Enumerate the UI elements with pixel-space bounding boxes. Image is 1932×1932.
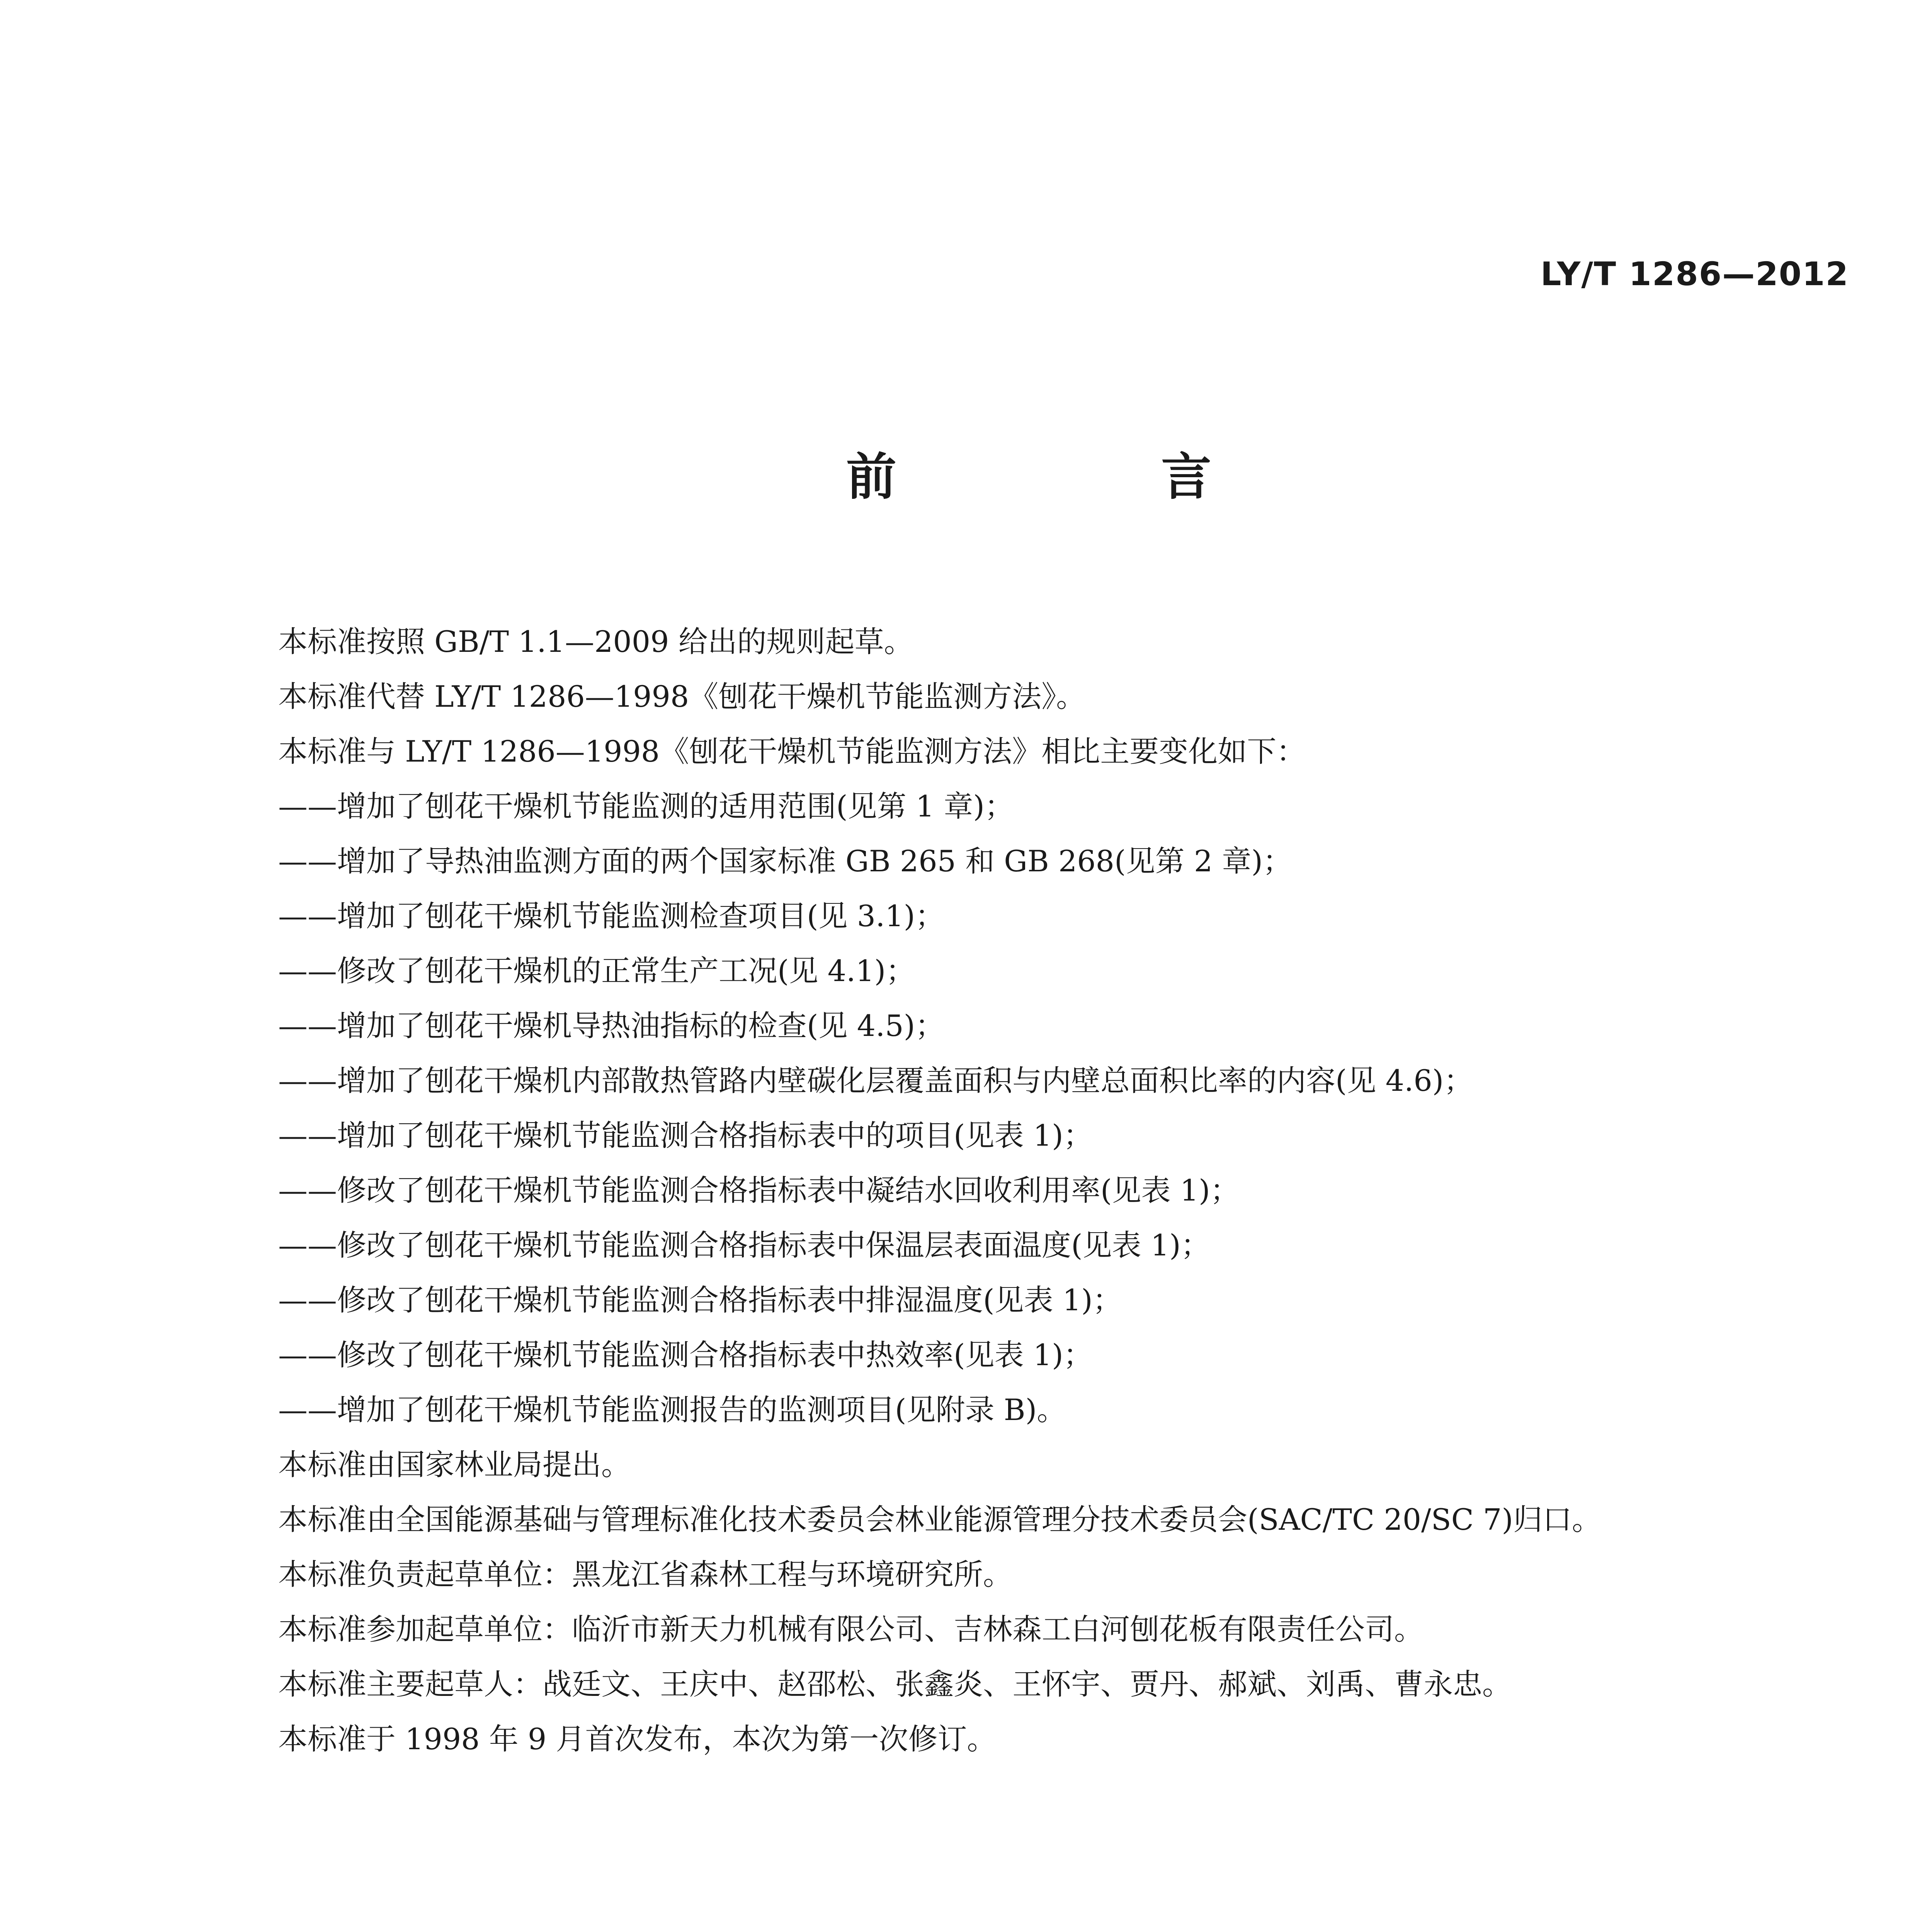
change-item: ——增加了刨花干燥机内部散热管路内壁碳化层覆盖面积与内壁总面积比率的内容(见 4.6)； — [278, 1063, 1473, 1098]
paragraph-replaces: 本标准代替 LY/T 1286—1998《刨花干燥机节能监测方法》。 — [278, 679, 1086, 714]
change-item: ——修改了刨花干燥机节能监测合格指标表中保温层表面温度(见表 1)； — [278, 1228, 1210, 1262]
paragraph-proposed-by: 本标准由国家林业局提出。 — [278, 1447, 631, 1482]
change-item: ——增加了刨花干燥机节能监测的适用范围(见第 1 章)； — [278, 789, 1014, 823]
paragraph-lead-drafter: 本标准负责起草单位：黑龙江省森林工程与环境研究所。 — [278, 1557, 1012, 1592]
paragraph-changes-intro: 本标准与 LY/T 1286—1998《刨花干燥机节能监测方法》相比主要变化如下： — [278, 734, 1306, 769]
paragraph-drafting-rule: 本标准按照 GB/T 1.1—2009 给出的规则起草。 — [278, 624, 913, 659]
paragraph-main-drafters: 本标准主要起草人：战廷文、王庆中、赵邵松、张鑫炎、王怀宇、贾丹、郝斌、刘禹、曹永忠。 — [278, 1667, 1512, 1701]
change-item: ——增加了刨花干燥机节能监测合格指标表中的项目(见表 1)； — [278, 1118, 1093, 1153]
change-item: ——修改了刨花干燥机节能监测合格指标表中热效率(见表 1)； — [278, 1338, 1093, 1372]
change-item: ——修改了刨花干燥机节能监测合格指标表中排湿温度(见表 1)； — [278, 1283, 1122, 1317]
paragraph-release-history: 本标准于 1998 年 9 月首次发布，本次为第一次修订。 — [278, 1722, 997, 1756]
change-item: ——增加了刨花干燥机节能监测报告的监测项目(见附录 B)。 — [278, 1393, 1066, 1427]
page-title: 前 言 — [846, 447, 1335, 506]
foreword-body — [209, 614, 1851, 1767]
change-item: ——修改了刨花干燥机的正常生产工况(见 4.1)； — [278, 954, 915, 988]
standard-code: LY/T 1286—2012 — [1540, 255, 1849, 293]
change-item: ——修改了刨花干燥机节能监测合格指标表中凝结水回收利用率(见表 1)； — [278, 1173, 1240, 1208]
change-item: ——增加了导热油监测方面的两个国家标准 GB 265 和 GB 268(见第 2 章)； — [278, 844, 1293, 878]
change-item: ——增加了刨花干燥机导热油指标的检查(见 4.5)； — [278, 1009, 945, 1043]
paragraph-centralized-by: 本标准由全国能源基础与管理标准化技术委员会林业能源管理分技术委员会(SAC/TC 20/SC 7)归口。 — [278, 1502, 1602, 1537]
paragraph-participating-drafters: 本标准参加起草单位：临沂市新天力机械有限公司、吉林森工白河刨花板有限责任公司。 — [278, 1612, 1423, 1646]
change-item: ——增加了刨花干燥机节能监测检查项目(见 3.1)； — [278, 899, 945, 933]
